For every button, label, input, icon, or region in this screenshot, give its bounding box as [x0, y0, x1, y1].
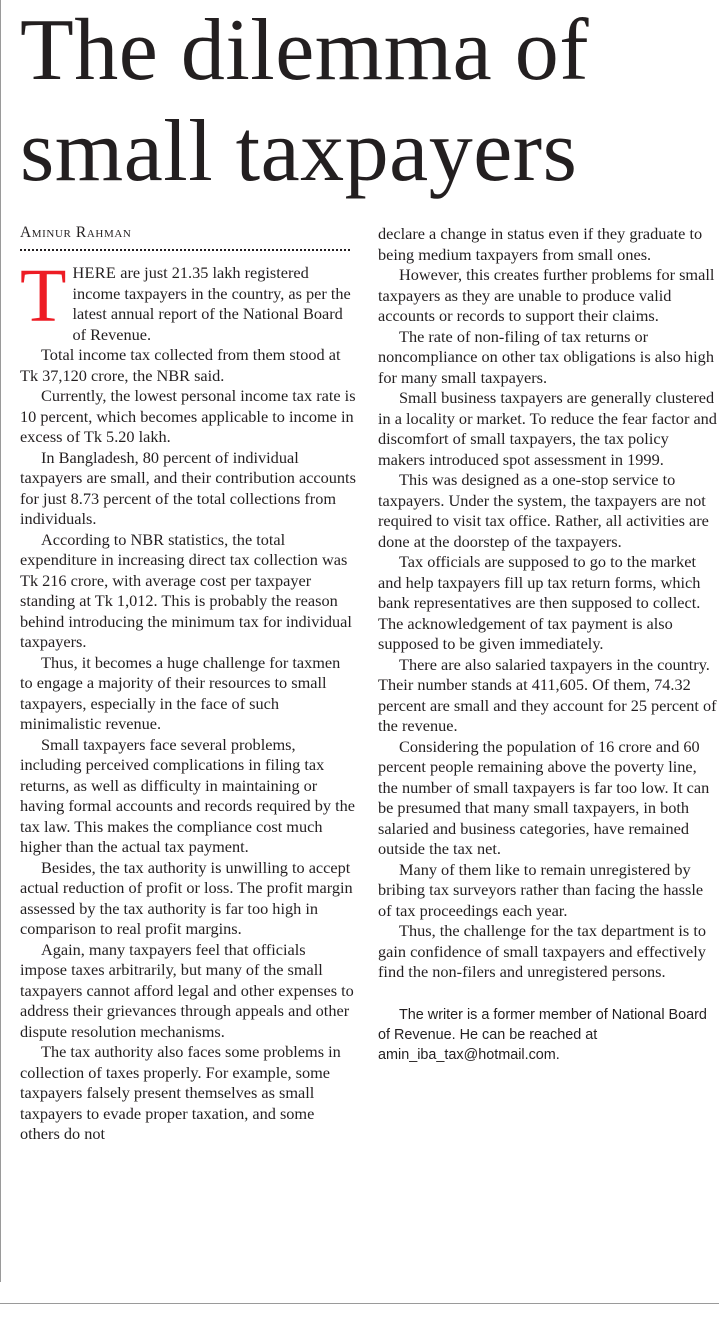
author-note: The writer is a former member of National Board of Revenue. He can be reached at amin_iba_tax@hotmail.com. [378, 1006, 707, 1063]
left-column-rule [0, 0, 1, 1282]
right-column [378, 224, 717, 1065]
body-paragraph: Thus, the challenge for the tax department is to gain confidence of small taxpayers and effectively find the non-filers and unregistered persons. [378, 921, 706, 981]
bottom-rule [0, 1303, 719, 1304]
headline [20, 0, 719, 202]
body-paragraph: However, this creates further problems for small taxpayers as they are unable to produce valid accounts or records to support their claims. [378, 265, 715, 325]
byline-dotted-rule [20, 249, 350, 251]
lead-text: are just 21.35 lakh registered income taxpayers in the country, as per the latest annual report of the National Board of Revenue. [72, 263, 351, 344]
body-paragraph: Again, many taxpayers feel that officials impose taxes arbitrarily, but many of the small taxpayers cannot afford legal and other expenses to address their grievances through appeals and other dispute resolution mechanisms. [20, 939, 354, 1041]
body-paragraph: The rate of non-filing of tax returns or noncompliance on other tax obligations is also high for many small taxpayers. [378, 326, 714, 387]
lead-paragraph [20, 254, 356, 345]
body-paragraph: Small taxpayers face several problems, including perceived complications in filing tax returns, as well as difficulty in maintaining or having formal accounts and records required by the tax law. This makes the compliance cost much higher than the actual tax payment. [20, 734, 355, 856]
headline-line-1: The dilemma of [20, 2, 590, 99]
left-column [20, 254, 356, 1145]
body-paragraph: Small business taxpayers are generally clustered in a locality or market. To reduce the fear factor and discomfort of small taxpayers, the tax policy makers introduced spot assessment in 1999. [378, 388, 717, 469]
lead-caps: HERE [72, 263, 117, 282]
body-paragraph: There are also salaried taxpayers in the country. Their number stands at 411,605. Of them, 74.32 percent are small and they account for 25 percent of the revenue. [378, 654, 717, 735]
note-spacer [378, 983, 717, 1005]
body-paragraph: In Bangladesh, 80 percent of individual taxpayers are small, and their contribution accounts for just 8.73 percent of the total collections from individuals. [20, 447, 356, 528]
body-paragraph: According to NBR statistics, the total expenditure in increasing direct tax collection was Tk 216 crore, with average cost per taxpayer standing at Tk 1,012. This is probably the reason behind introducing the minimum tax for individual taxpayers. [20, 529, 352, 651]
continued-paragraph: declare a change in status even if they graduate to being medium taxpayers from small ones. [378, 224, 703, 264]
body-paragraph: This was designed as a one-stop service to taxpayers. Under the system, the taxpayers are not required to visit tax office. Rather, all activities are done at the doorstep of the taxpayers. [378, 470, 709, 551]
body-paragraph: Thus, it becomes a huge challenge for taxmen to engage a majority of their resources to small taxpayers, especially in the face of such minimalistic revenue. [20, 652, 341, 733]
body-paragraph: Tax officials are supposed to go to the market and help taxpayers fill up tax return forms, which bank representatives are then supposed to collect. The acknowledgement of tax payment is also supposed to be given immediately. [378, 552, 701, 653]
body-paragraph: Total income tax collected from them stood at Tk 37,120 crore, the NBR said. [20, 345, 341, 385]
body-paragraph: Currently, the lowest personal income tax rate is 10 percent, which becomes applicable to income in excess of Tk 5.20 lakh. [20, 386, 356, 446]
headline-line-2: small taxpayers [20, 103, 578, 200]
byline: Aminur Rahman [20, 224, 132, 241]
body-paragraph: Many of them like to remain unregistered by bribing tax surveyors rather than facing the hassle of tax proceedings each year. [378, 859, 704, 920]
drop-cap: T [20, 254, 67, 338]
body-paragraph: Considering the population of 16 crore and 60 percent people remaining above the poverty line, the number of small taxpayers is far too low. It can be presumed that many small taxpayers, in both salaried and business categories, have remained outside the tax net. [378, 736, 710, 858]
body-paragraph: The tax authority also faces some problems in collection of taxes properly. For example, some taxpayers falsely present themselves as small taxpayers to evade proper taxation, and some others do not [20, 1042, 341, 1143]
body-paragraph: Besides, the tax authority is unwilling to accept actual reduction of profit or loss. The profit margin assessed by the tax authority is far too high in comparison to real profit margins. [20, 857, 353, 938]
